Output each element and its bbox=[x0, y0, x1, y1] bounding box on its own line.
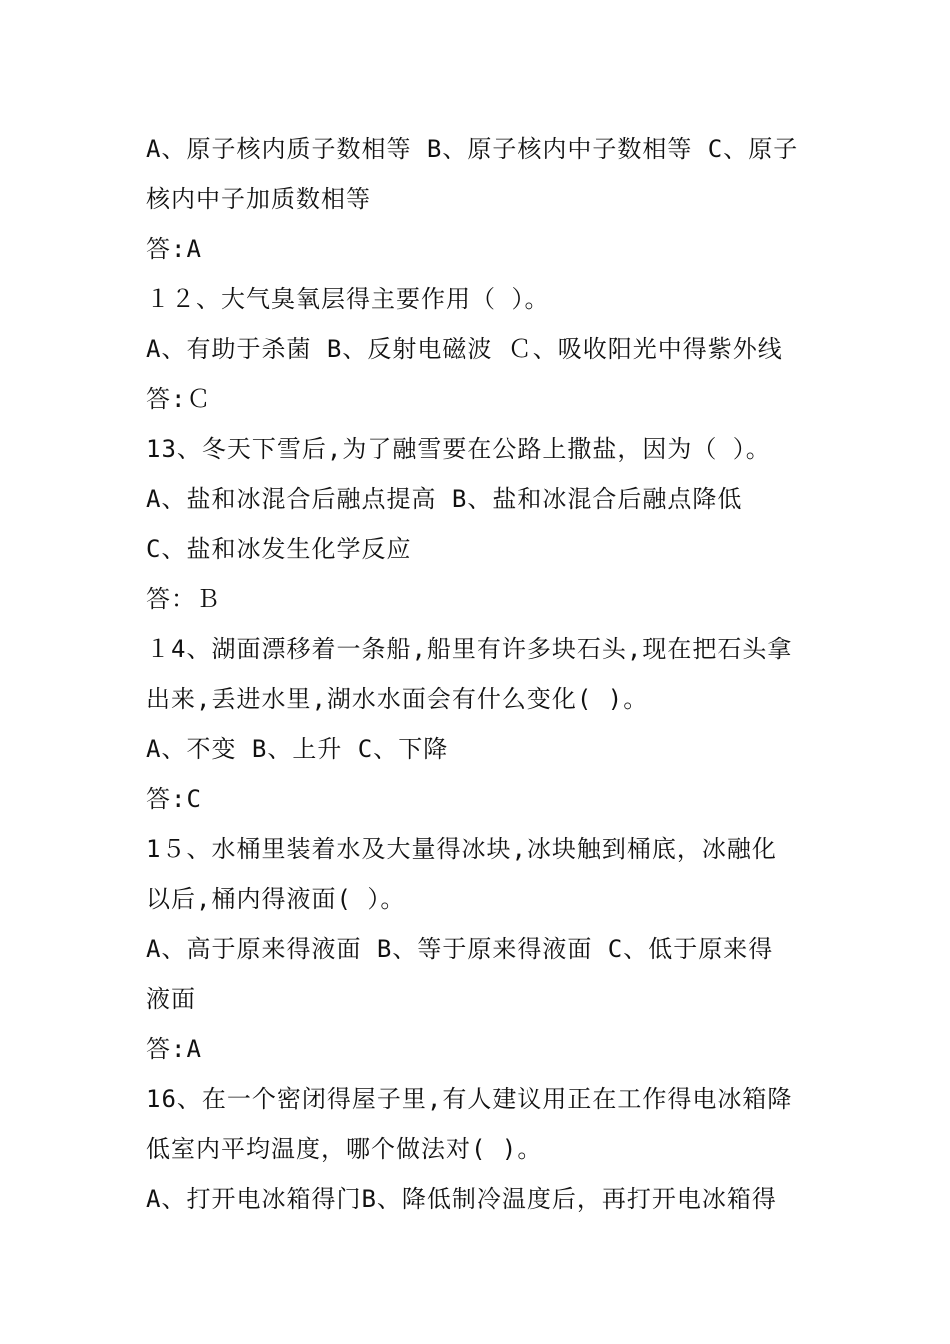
text-line-q12-options: A、有助于杀菌 B、反射电磁波 Ｃ、吸收阳光中得紫外线 bbox=[146, 335, 783, 363]
text-line-q13-question: 13、冬天下雪后,为了融雪要在公路上撒盐，因为（ ）。 bbox=[146, 435, 771, 463]
text-line-q11-options-cont: 核内中子加质数相等 bbox=[146, 185, 371, 213]
text-line-q15-question: 1５、水桶里装着水及大量得冰块,冰块触到桶底，冰融化 bbox=[146, 835, 777, 863]
text-line-q16-question-cont: 低室内平均温度，哪个做法对( )。 bbox=[146, 1135, 543, 1163]
document-body bbox=[146, 124, 806, 1224]
text-line-q15-options: A、高于原来得液面 B、等于原来得液面 C、低于原来得 bbox=[146, 935, 774, 963]
text-line-q12-answer: 答:Ｃ bbox=[146, 385, 212, 413]
text-line-q14-question: １4、湖面漂移着一条船,船里有许多块石头,现在把石头拿 bbox=[146, 635, 793, 663]
text-line-q11-options: A、原子核内质子数相等 B、原子核内中子数相等 C、原子 bbox=[146, 135, 799, 163]
text-line-q14-options: A、不变 B、上升 C、下降 bbox=[146, 735, 449, 763]
text-line-q11-answer: 答:A bbox=[146, 235, 202, 263]
text-line-q13-options-cont: C、盐和冰发生化学反应 bbox=[146, 535, 412, 563]
text-line-q16-options: A、打开电冰箱得门B、降低制冷温度后，再打开电冰箱得 bbox=[146, 1185, 777, 1213]
text-line-q13-answer: 答：Ｂ bbox=[146, 585, 221, 613]
text-line-q14-answer: 答:C bbox=[146, 785, 202, 813]
text-line-q13-options: A、盐和冰混合后融点提高 B、盐和冰混合后融点降低 bbox=[146, 485, 743, 513]
text-line-q14-question-cont: 出来,丢进水里,湖水水面会有什么变化( )。 bbox=[146, 685, 649, 713]
text-line-q15-options-cont: 液面 bbox=[146, 985, 196, 1013]
text-line-q15-question-cont: 以后,桶内得液面( ）。 bbox=[146, 885, 406, 913]
text-line-q12-question: １２、大气臭氧层得主要作用（ ）。 bbox=[146, 285, 550, 313]
text-line-q16-question: 16、在一个密闭得屋子里,有人建议用正在工作得电冰箱降 bbox=[146, 1085, 793, 1113]
text-line-q15-answer: 答:A bbox=[146, 1035, 202, 1063]
